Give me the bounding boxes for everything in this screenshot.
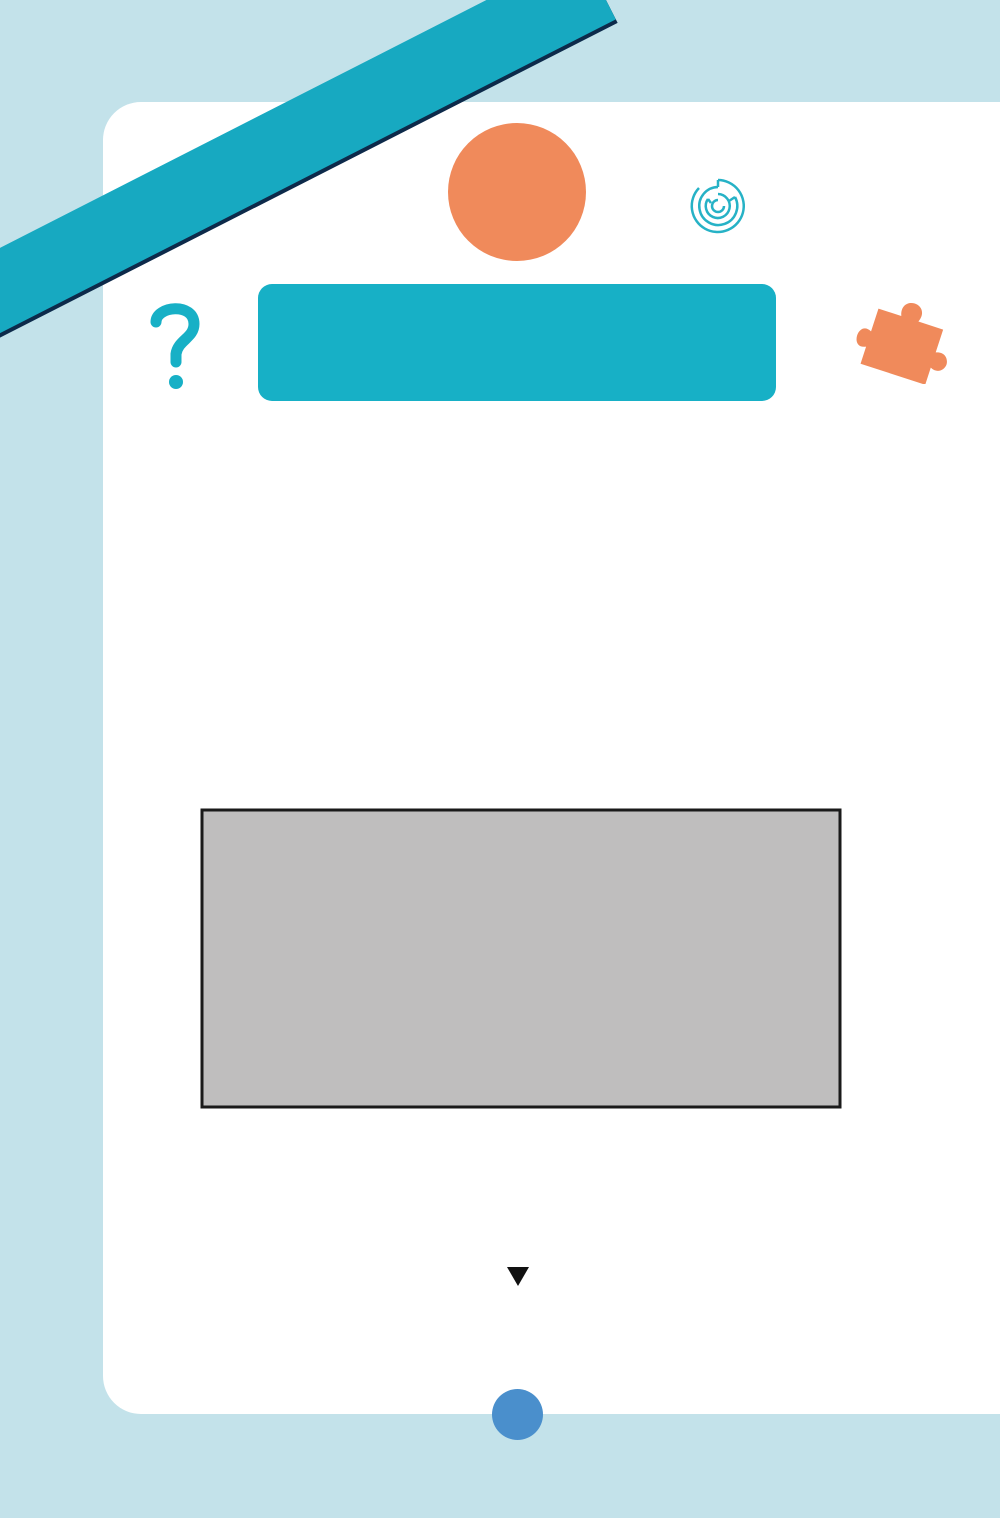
maze-icon	[689, 177, 747, 235]
field-background	[202, 810, 840, 1107]
arrow-down-icon	[507, 1267, 529, 1286]
question-mark-icon	[150, 300, 200, 392]
puzzle-piece-icon	[856, 296, 952, 384]
title-banner	[258, 284, 776, 401]
vehicle-field-grid	[0, 740, 1000, 1170]
puzzle-number-badge	[448, 123, 586, 261]
page-number-badge	[492, 1389, 543, 1440]
